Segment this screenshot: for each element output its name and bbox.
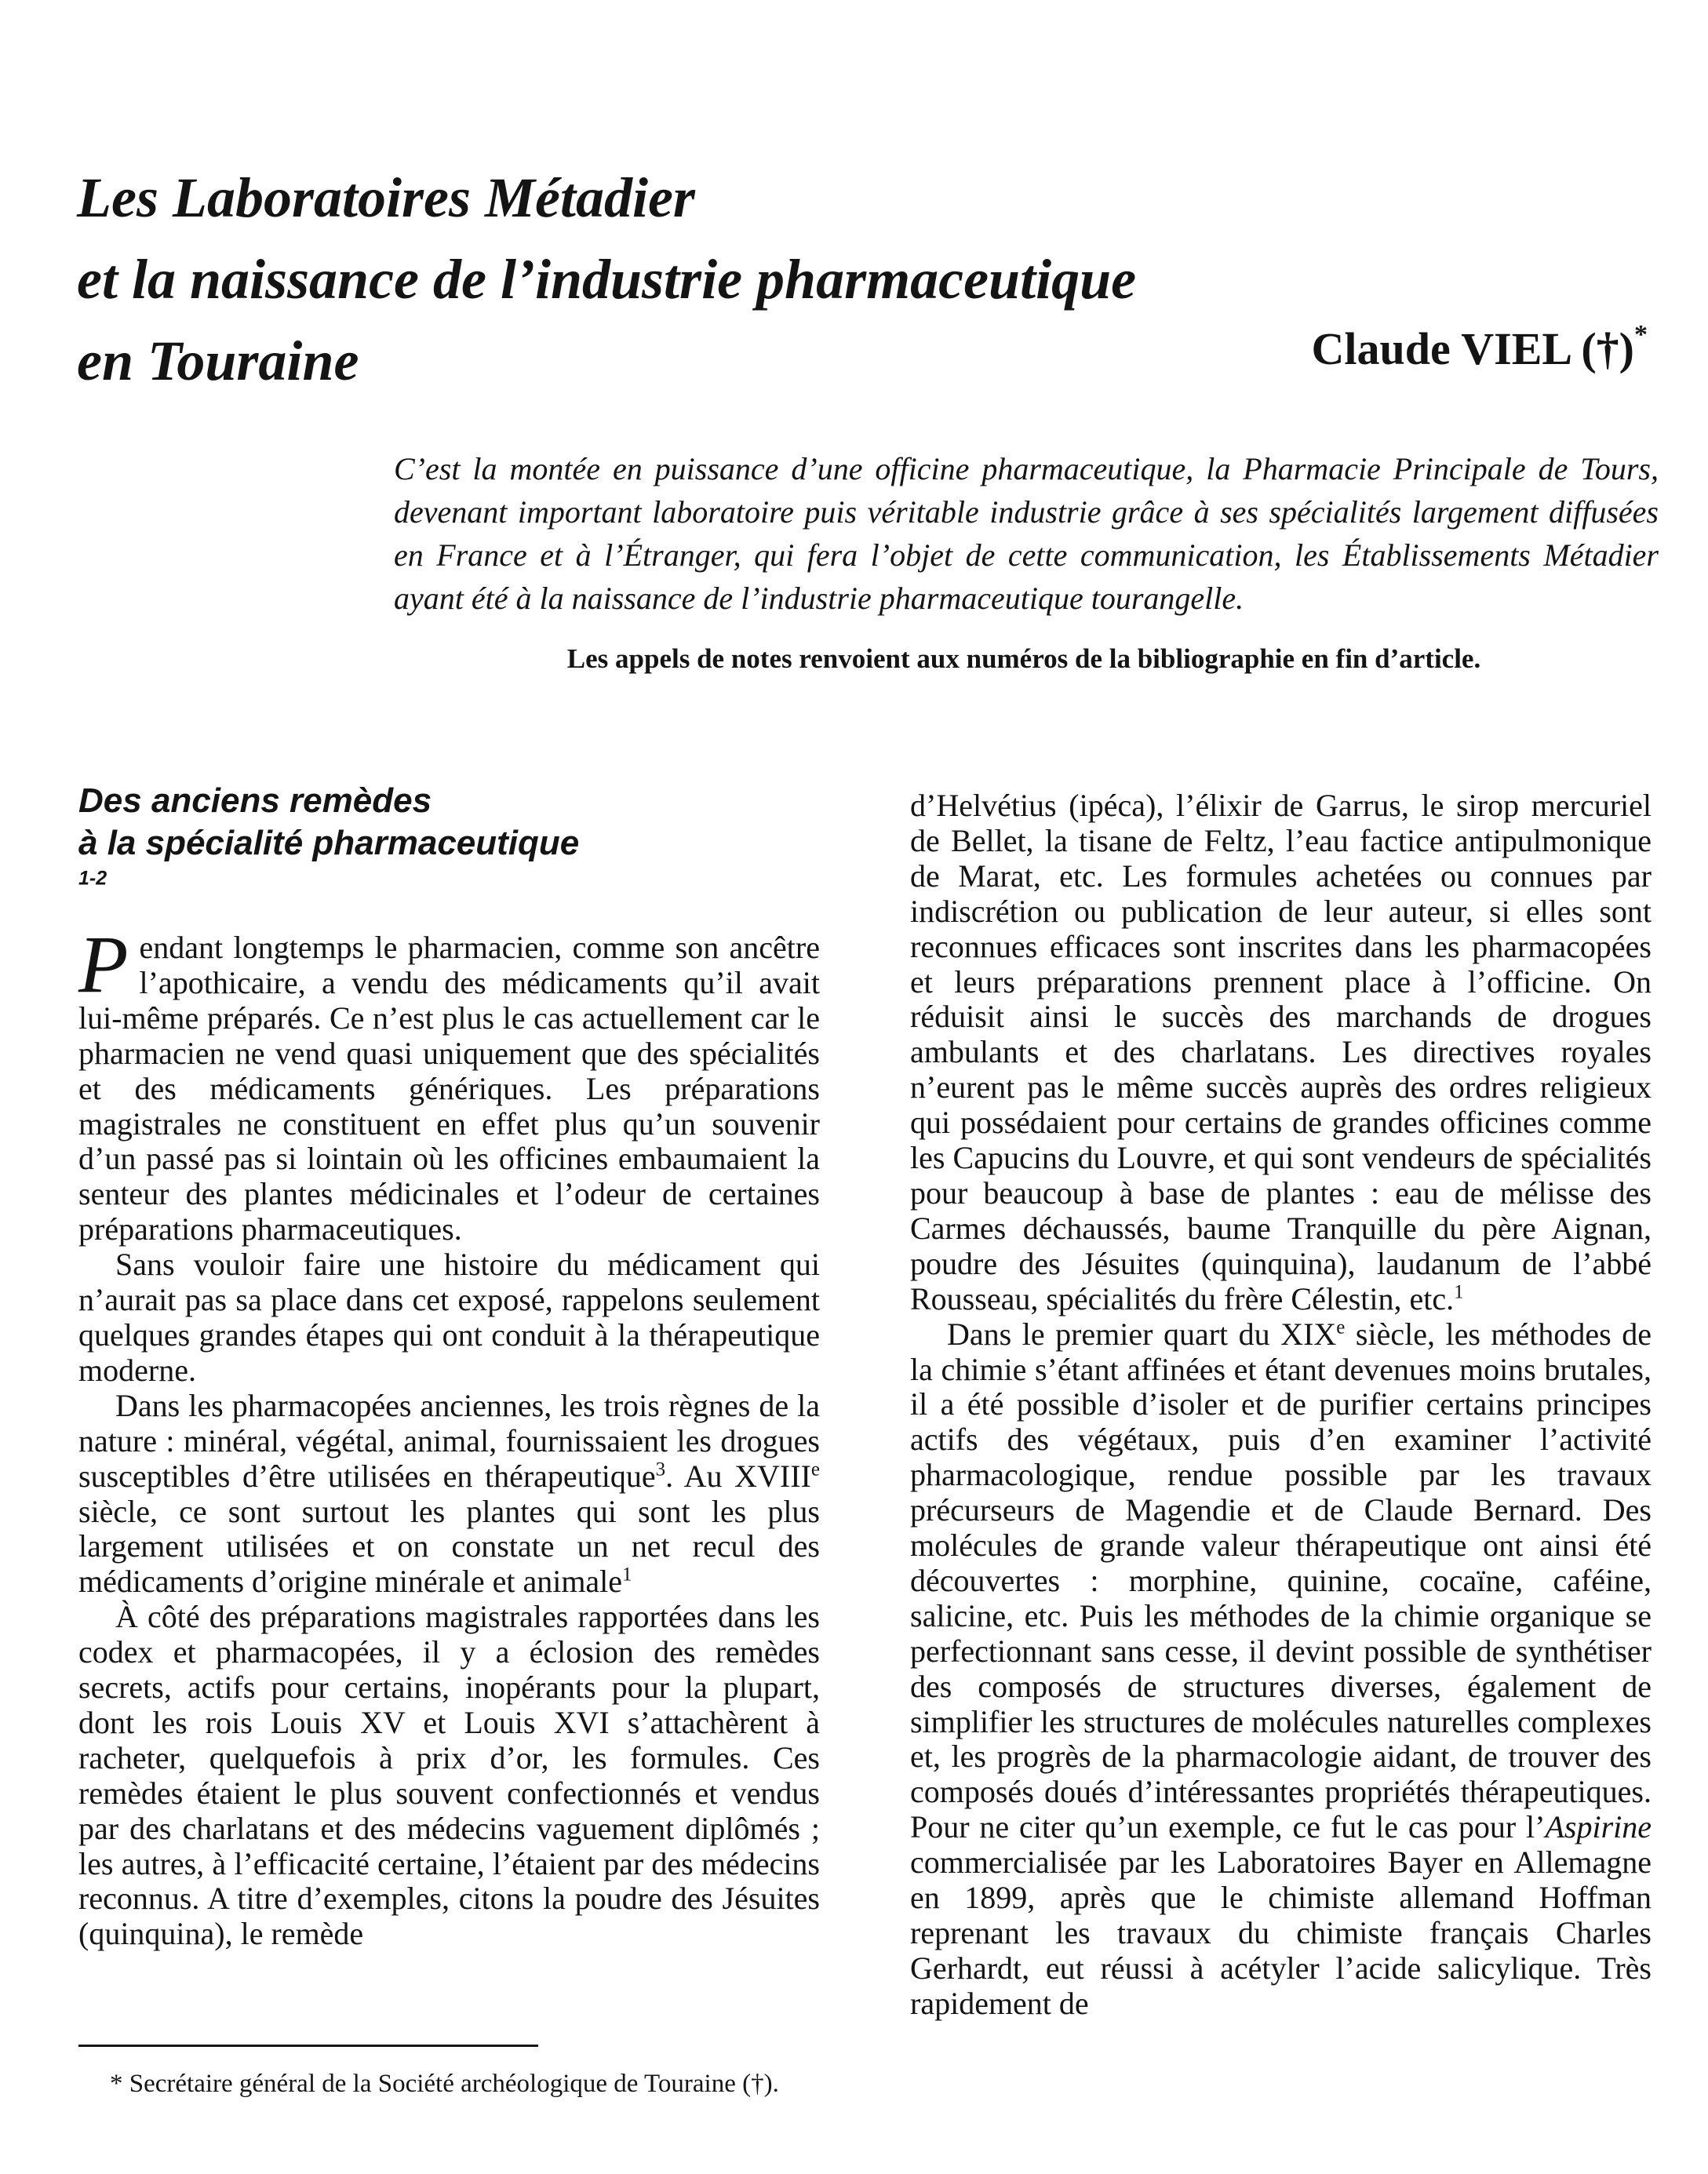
paragraph <box>78 919 820 1247</box>
paragraph: Sans vouloir faire une histoire du médicament qui n’aurait pas sa place dans cet exposé, rappelons seulement quelques grandes étapes qui ont conduit à la thérapeutique moderne. <box>78 1247 820 1388</box>
notes-call: Les appels de notes renvoient aux numéros de la bibliographie en fin d’article. <box>566 643 1481 674</box>
paragraph-text: . Au XVIII <box>665 1458 811 1494</box>
paragraph <box>910 1317 1652 2022</box>
abstract: C’est la montée en puissance d’une officine pharmaceutique, la Pharmacie Principale de Tours, devenant important laboratoire puis véritable industrie grâce à ses spécialités largement diffusées en France et à l’Étranger, qui fera l’objet de cette communication, les Établissements Métadier ayant été à la naissance de l’industrie pharmaceutique tourangelle. <box>394 451 1659 616</box>
paragraph-text: endant longtemps le pharmacien, comme son ancêtre l’apothicaire, a vendu des médicaments qu’il avait lui-même préparés. Ce n’est plus le cas actuellement car le pharmacien ne vend quasi uniquement que des spécialités et des médicaments génériques. Les préparations magistrales ne constituent en effet plus qu’un souvenir d’un passé pas si lointain où les officines embaumaient la senteur des plantes médicinales et l’odeur de certaines préparations pharmaceutiques. <box>78 930 820 1247</box>
footnote: * Secrétaire général de la Société archéologique de Touraine (†). <box>110 2070 779 2098</box>
title-line-3: en Touraine <box>77 330 359 392</box>
paragraph-text: commercialisée par les Laboratoires Bayer en Allemagne en 1899, après que le chimiste allemand Hoffman reprenant les travaux du chimiste français Charles Gerhardt, eut réussi à acétyler l’acide salicylique. Très rapidement de <box>910 1844 1652 2021</box>
paragraph-text: siècle, ce sont surtout les plantes qui sont les plus largement utilisées et on constate un net recul des médicaments d’origine minérale et animale <box>78 1493 820 1600</box>
title-line-2: et la naissance de l’industrie pharmaceutique <box>77 248 1137 311</box>
paragraph <box>78 1389 820 1600</box>
superscript: e <box>810 1458 820 1480</box>
title-line-1: Les Laboratoires Métadier <box>77 166 695 229</box>
author-text: Claude VIEL (†) <box>1311 323 1634 374</box>
section-heading-line-1: Des anciens remèdes <box>78 781 432 820</box>
left-column <box>78 780 820 1952</box>
paragraph-text: siècle, les méthodes de la chimie s’étant affinées et étant devenues moins brutales, il a été possible d’isoler et de purifier certains principes actifs des végétaux, puis d’en examiner l’activité pharmacologique, rendue possible par les travaux précurseurs de Magendie et de Claude Bernard. Des molécules de grande valeur thérapeutique ont ainsi été découvertes : morphine, quinine, cocaïne, caféine, salicine, etc. Puis les méthodes de la chimie organique se perfectionnant sans cesse, il devint possible de synthétiser des composés de structures diverses, également de simplifier les structures de molécules naturelles complexes et, les progrès de la pharmacologie aidant, de trouver des composés doués d’intéressantes propriétés thérapeutiques. Pour ne citer qu’un exemple, ce fut le cas pour l’ <box>910 1316 1652 1845</box>
section-heading <box>78 780 820 907</box>
section-heading-line-2 <box>78 822 820 907</box>
paragraph-text: Dans le premier quart du XIX <box>947 1316 1337 1352</box>
section-heading-text: à la spécialité pharmaceutique <box>78 824 580 862</box>
product-name: Aspirine <box>1545 1809 1652 1845</box>
reference-mark: 1 <box>622 1564 632 1586</box>
drop-cap: P <box>78 919 129 1010</box>
footnote-divider <box>78 2045 538 2047</box>
paragraph-text: Dans les pharmacopées anciennes, les trois règnes de la nature : minéral, végétal, animal, fournissaient les drogues susceptibles d’être utilisées en thérapeutique <box>78 1387 820 1494</box>
section-heading-ref: 1-2 <box>78 867 107 890</box>
paragraph: À côté des préparations magistrales rapportées dans les codex et pharmacopées, il y a éclosion des remèdes secrets, actifs pour certains, inopérants pour la plupart, dont les rois Louis XV et Louis XVI s’attachèrent à racheter, quelquefois à prix d’or, les formules. Ces remèdes étaient le plus souvent confectionnés et vendus par des charlatans et des médecins vaguement diplômés ; les autres, à l’efficacité certaine, l’étaient par des médecins reconnus. A titre d’exemples, citons la poudre des Jésuites (quinquina), le remède <box>78 1599 820 1952</box>
author-footnote-mark: * <box>1634 320 1648 349</box>
author-name <box>1138 322 1648 377</box>
paragraph-text: d’Helvétius (ipéca), l’élixir de Garrus, le sirop mercuriel de Bellet, la tisane de Feltz, l’eau factice antipulmonique de Marat, etc. Les formules achetées ou connues par indiscrétion ou publication de leur auteur, si elles sont reconnues efficaces sont inscrites dans les pharmacopées et leurs préparations prennent place à l’officine. On réduisit ainsi le succès des marchands de drogues ambulants et des charlatans. Les directives royales n’eurent pas le même succès auprès des ordres religieux qui possédaient pour certains de grandes officines comme les Capucins du Louvre, et qui sont vendeurs de spécialités pour beaucoup à base de plantes : eau de mélisse des Carmes déchaussés, baume Tranquille du père Aignan, poudre des Jésuites (quinquina), laudanum de l’abbé Rousseau, spécialités du frère Célestin, etc. <box>910 788 1652 1316</box>
superscript: e <box>1336 1316 1346 1338</box>
reference-mark: 3 <box>655 1458 666 1480</box>
reference-mark: 1 <box>1454 1281 1464 1303</box>
right-column <box>910 788 1652 2022</box>
paragraph <box>910 788 1652 1317</box>
